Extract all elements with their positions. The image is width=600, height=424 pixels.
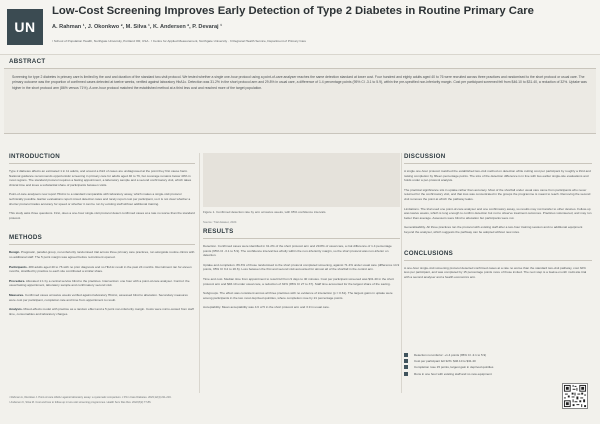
footnotes	[9, 396, 171, 405]
qr-code-icon[interactable]	[562, 383, 588, 409]
results-paragraph: Detection. Confirmed cases were identified in 31.2% of the short protocol arm and 29.8% of usual care, a risk difference of 1.4 percentage points (95% CI -3.1 to 5.9). The confidence interval lies wholly within the non-inferiority margin, so the short protocol was non-inferior on detection.	[203, 244, 392, 258]
methods-item	[9, 250, 195, 259]
methods-item-label: Analysis.	[9, 307, 23, 312]
discussion-heading: DISCUSSION	[404, 153, 592, 164]
key-point-text: Cost per participant fell 32%: $46.10 to $31.40	[414, 359, 476, 364]
discussion-paragraph: Limitations. The trial used one point-of-care analyser and one confirmatory assay, so results may not transfer to other devices. Follow-up was twelve weeks, which is long enough to confirm detection but not to observe treatment outcomes. Practices volunteered, and may run better than average. Assessors were blind to allocation but participants were not.	[404, 206, 592, 220]
methods-item-label: Procedure.	[9, 278, 26, 283]
methods-heading: METHODS	[9, 234, 195, 245]
intro-paragraph: This study asks three questions. First, does a one-hour single-visit protocol detect confirmed cases at a rate no worse than the standard protocol.	[9, 211, 195, 220]
methods-item	[9, 279, 195, 288]
methods-item-text: Confirmed cases at twelve weeks verified against laboratory HbA1c, assessed blind to allocation. Secondary measures were cost per participant, completion rate and time from appointment to result.	[9, 292, 188, 302]
discussion-paragraph: A single one-hour protocol matched the established two-visit method on detection while cutting cost per participant by roughly a third and raising completion by fifteen percentage points. The size of the detection difference is in line with two earlier single-site evaluations and holds under a per-protocol analysis.	[404, 169, 591, 183]
key-points-list	[404, 352, 544, 380]
methods-item-text: Pragmatic, parallel-group, non-inferiority randomised trial across three primary care practices, run alongside routine clinics with no additional staff. The 5 point margin was agreed before recruitment opened.	[9, 250, 195, 259]
column-divider	[401, 153, 402, 393]
column-middle	[203, 228, 400, 315]
methods-item-label: Design.	[9, 250, 21, 255]
bullet-square-icon	[404, 353, 408, 357]
figure-source: Source: Trial dataset, 2024	[203, 220, 237, 224]
column-left	[9, 153, 195, 321]
abstract-heading: ABSTRACT	[9, 58, 46, 65]
university-logo: UN	[7, 9, 43, 45]
methods-item-text: Mixed-effects model with practice as a random effect and a 5 point non-inferiority margin. Costs were micro-costed from staff time, consumables and laboratory charges.	[9, 307, 194, 316]
intro-paragraph: Type 2 diabetes affects an estimated 1 in 11 adults, and around a third of cases are undiagnosed at the point they first cause harm. National guidance recommends opportunistic screening in primary care for adults aged 40 to 76, but coverage remains below 40% in most regions. The standard protocol requires a fasting appointment, a laboratory sample and a second confirmatory visit, which takes clinical time and loses a substantial share of participants between visits.	[9, 169, 192, 187]
conclusions-heading: CONCLUSIONS	[404, 250, 592, 261]
results-paragraph: Subgroups. The effect was consistent across all three practices with no evidence of interaction (p = 0.61). The largest gains in uptake were among participants in the two most deprived quintiles, where completion rose by 21 percentage points.	[203, 291, 393, 300]
abstract-panel	[4, 68, 596, 134]
intro-paragraph: Point-of-care analysers now report HbA1c to a standard comparable with laboratory assay, which makes a single-visit protocol technically possible. Earlier evaluations report mixed detection rates and rarely report cost per participant, so it is not clear whether a shorter protocol trades accuracy for speed or whether it can be run by existing staff without additional training.	[9, 192, 191, 206]
footnote: ² Andersen K, Silva M. Cost and loss to follow-up in two-visit screening programmes. Health Serv Res Rev. 2022;8(2):77-86.	[9, 400, 152, 404]
methods-item	[9, 265, 195, 274]
key-point-text: Runs in one hour with existing staff and no new equipment	[414, 371, 492, 376]
poster-title: Low-Cost Screening Improves Early Detection of Type 2 Diabetes in Routine Primary Care	[52, 5, 534, 17]
bullet-square-icon	[404, 365, 408, 369]
methods-item-label: Participants.	[9, 264, 28, 269]
results-paragraph: Acceptability. Mean acceptability was 4.6 of 5 in the short protocol arm and 3.9 in usual care.	[203, 305, 330, 310]
conclusions-text: A one-hour single-visit screening protocol detected confirmed cases at a rate no worse than the standard two-visit pathway, cost 32% less per participant, and was completed by 15 percentage points more of those invited. The next step is a twelve-month multi-site trial with a second analyser and a health economics arm.	[404, 265, 587, 279]
figure-caption: Figure 1. Confirmed detection rate by arm at twelve weeks, with 95% confidence intervals.	[203, 210, 327, 214]
affiliations: ¹ School of Population Health, Northgate University, Portland OR, USA · ² Centre for Applied Measurement, Northgate University · 3 Regional Health Service, Department of Primary Care	[52, 39, 307, 43]
footnote: ¹ Rahman A, Okonkwo J. Point-of-care HbA1c against laboratory assay: a systematic comparison. J Prim Care Diabetes. 2023;12(4):211-219.	[9, 396, 172, 399]
discussion-paragraph: Generalisability. All three practices ran the protocol with existing staff after a two-hour training session and no additional equipment beyond the analyser, which suggests the pathway can be adopted without new roles.	[404, 225, 583, 234]
results-paragraph: Uptake and completion. 86.3% of those randomised to the short protocol completed screening, against 71.4% under usual care (difference 14.9 points, 95% CI 9.2 to 20.6). Loss between the first and second visit accounted for almost all of the shortfall in the control arm.	[203, 262, 400, 272]
figure-placeholder	[203, 153, 400, 207]
methods-item	[9, 293, 195, 302]
bullet-square-icon	[404, 359, 408, 363]
bullet-square-icon	[404, 372, 408, 376]
methods-item-label: Measures.	[9, 292, 25, 297]
methods-item-text: 480 adults aged 40 to 76 with no prior diagnosis and no HbA1c result in the past 24 months. Recruitment ran for eleven months, stratified by practice to each site contributed a similar share.	[9, 264, 192, 274]
key-point-text: Completion rose 15 points, largest gain in deprived quintiles	[414, 365, 494, 370]
methods-item-text: Allocated 1:1 by a central service blind to the practices. Intervention: one hour with a point-of-care analyser. Control: the usual fasting appointment, laboratory sample and confirmatory second visit.	[9, 278, 190, 288]
introduction-heading: INTRODUCTION	[9, 153, 195, 164]
abstract-text: Screening for type 2 diabetes in primary care is limited by the cost and duration of the standard two-visit protocol. We tested whether a single one-hour protocol using a point-of-care analyser reaches the same detection standard at lower cost. Four hundred and eighty adults aged 40 to 76 were recruited across three practices and randomised to the short protocol or usual care. The primary outcome was the proportion of confirmed cases detected at twelve weeks, verified against laboratory HbA1c. Detection was 31.2% in the short protocol arm and 29.8% in usual care, a difference of 1.4 percentage points (95% CI -3.1 to 5.9), within the pre-specified non-inferiority margin. Cost per participant screened fell from $46.10 to $31.40, a reduction of 32%. Uptake was higher in the short protocol arm (86% versus 71%). A one-hour protocol matched the established method at a third less cost and reached more of the target population.	[12, 75, 587, 90]
methods-item	[9, 307, 195, 316]
results-paragraph: Time and cost. Median time from appointment to result fell from 9 days to 40 minutes. Cost per participant screened was $31.40 in the short protocol arm and $46.10 under usual care, a reduction of 32% (95% CI 27 to 37). Staff time accounted for the largest share of the saving.	[203, 276, 394, 286]
author-list: A. Rahman ¹, J. Okonkwo ², M. Silva ¹, K. Andersen ², P. Devaraj ¹	[52, 24, 223, 30]
key-point-text: Detection non-inferior: +1.4 points (95% CI -3.1 to 5.9)	[414, 353, 487, 358]
column-divider	[199, 153, 200, 393]
discussion-paragraph: The practical significance sits in uptake rather than accuracy. Most of the shortfall under usual care came from participants who never returned for the confirmatory visit, and that loss was concentrated in the groups the programme is meant to reach. Removing the second visit removes the point at which the pathway leaks.	[404, 187, 591, 201]
poster-header	[0, 0, 600, 55]
results-heading: RESULTS	[203, 228, 400, 239]
column-right	[404, 153, 592, 284]
key-point	[404, 371, 544, 377]
